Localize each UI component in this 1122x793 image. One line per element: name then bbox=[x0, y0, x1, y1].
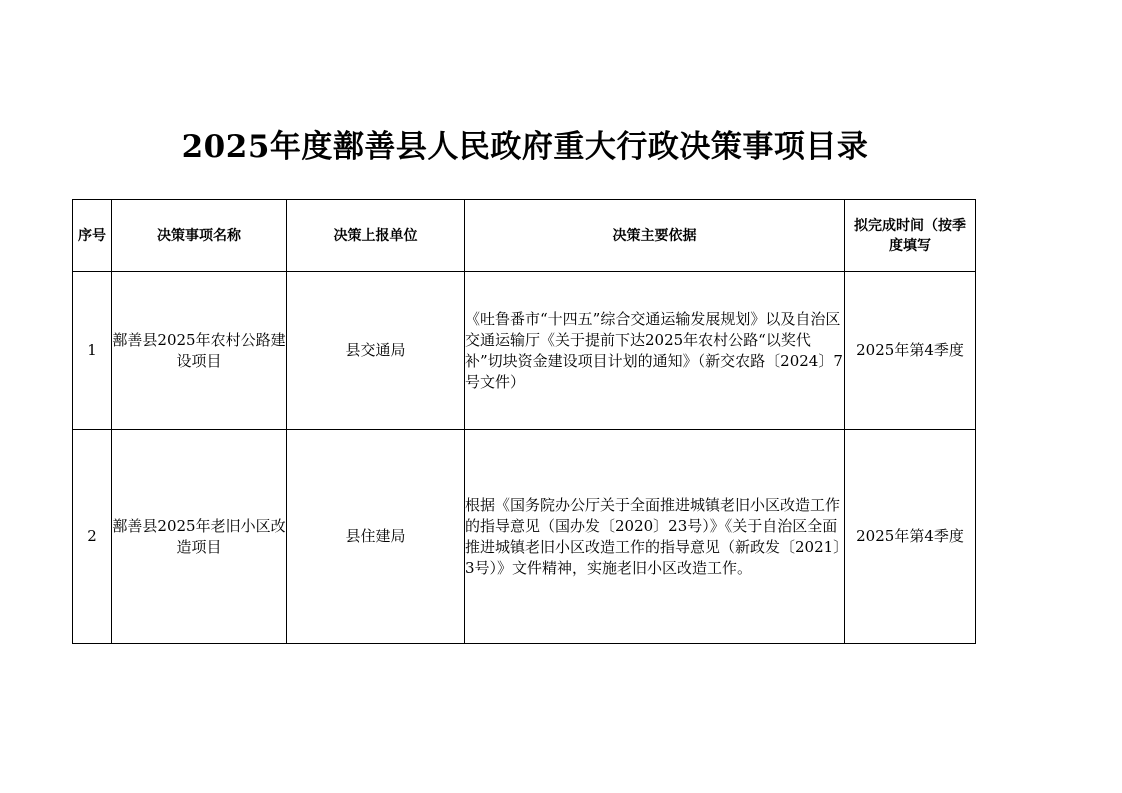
table-row bbox=[73, 430, 976, 644]
header-serial-number: 序号 bbox=[73, 200, 112, 272]
cell-serial-number: 2 bbox=[73, 430, 112, 644]
table-row bbox=[73, 272, 976, 430]
page-title: 2025年度鄯善县人民政府重大行政决策事项目录 bbox=[181, 129, 869, 165]
cell-planned-completion-time: 2025年第4季度 bbox=[845, 430, 976, 644]
cell-decision-item-name: 鄯善县2025年农村公路建设项目 bbox=[112, 272, 287, 430]
cell-reporting-unit: 县住建局 bbox=[287, 430, 465, 644]
table-header-row bbox=[73, 200, 976, 272]
cell-reporting-unit: 县交通局 bbox=[287, 272, 465, 430]
header-planned-completion-time bbox=[845, 200, 976, 272]
cell-serial-number: 1 bbox=[73, 272, 112, 430]
header-main-basis: 决策主要依据 bbox=[465, 200, 845, 272]
cell-main-basis: 根据《国务院办公厅关于全面推进城镇老旧小区改造工作的指导意见（国办发〔2020〕23号）》《关于自治区全面推进城镇老旧小区改造工作的指导意见（新政发〔2021〕3号）》文件精神，实施老旧小区改造工作。 bbox=[465, 430, 845, 644]
decision-catalog-table bbox=[72, 199, 976, 644]
cell-planned-completion-time: 2025年第4季度 bbox=[845, 272, 976, 430]
cell-decision-item-name: 鄯善县2025年老旧小区改造项目 bbox=[112, 430, 287, 644]
header-reporting-unit: 决策上报单位 bbox=[287, 200, 465, 272]
header-planned-completion-time-text: 拟完成时间（按季度填写 bbox=[854, 217, 966, 254]
cell-main-basis: 《吐鲁番市“十四五”综合交通运输发展规划》以及自治区交通运输厅《关于提前下达2025年农村公路“以奖代补”切块资金建设项目计划的通知》（新交农路〔2024〕7号文件） bbox=[465, 272, 845, 430]
header-decision-item-name: 决策事项名称 bbox=[112, 200, 287, 272]
